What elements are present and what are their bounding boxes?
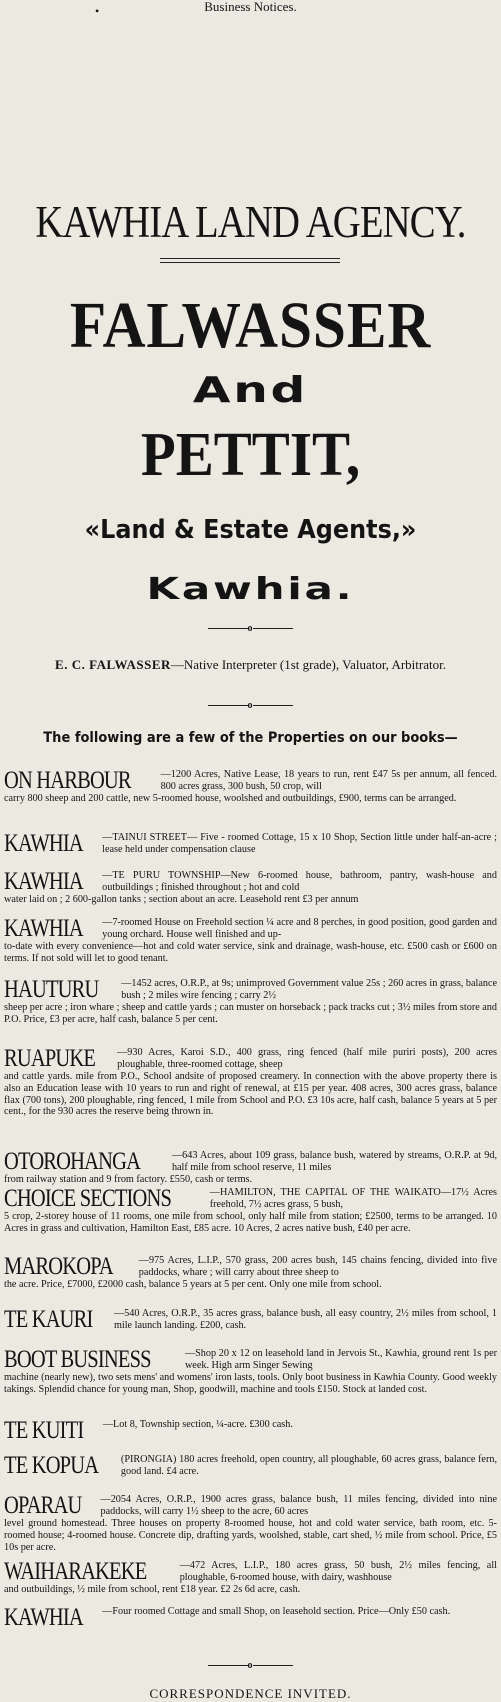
listing-place: KAWHIA <box>4 1604 83 1631</box>
listing-lead: —472 Acres, L.I.P., 180 acres grass, 50 bush, 2½ miles fencing, all ploughable, 6-roomed house, with dairy, washhouse <box>179 1560 497 1583</box>
listing-kawhia-te-puru <box>4 870 497 906</box>
listing-lead: —Lot 8, Township section, ¼-acre. £300 cash. <box>102 1419 293 1430</box>
listing-lead: —1452 acres, O.R.P., at 9s; unimproved Government value 25s ; 260 acres in grass, balance bush ; 2 miles wire fencing ; carry 2½ <box>121 978 497 1001</box>
closing-line: CORRESPONDENCE INVITED. <box>149 1686 352 1701</box>
listing-lead: —975 Acres, L.I.P., 570 grass, 200 acres bush, 145 chains fencing, divided into five paddocks, whare ; will carry about three sheep to <box>138 1255 497 1278</box>
listing-kawhia-freehold <box>4 917 497 965</box>
ornament-rule-2 <box>190 700 310 711</box>
listing-rest: the acre. Price, £7000, £2000 cash, balance 5 years at 5 per cent. Only one mile from school. <box>4 1279 382 1290</box>
listing-place: TE KUITI <box>4 1417 84 1444</box>
listing-ruapuke <box>4 1047 497 1118</box>
listing-te-kopua <box>4 1454 497 1478</box>
listing-place: MAROKOPA <box>4 1253 113 1280</box>
listing-place: BOOT BUSINESS <box>4 1346 151 1373</box>
listing-place: WAIHARAKEKE <box>4 1558 147 1585</box>
double-rule <box>160 258 340 263</box>
firm-name-1: FALWASSER <box>69 289 432 362</box>
listing-kawhia-cottage <box>4 1606 497 1630</box>
listing-otorohanga <box>4 1150 497 1186</box>
section-header: Business Notices. <box>204 0 297 14</box>
listing-kawhia-tainui <box>4 832 497 856</box>
right-ornament-icon: » <box>400 515 417 545</box>
listing-waiharakeke <box>4 1560 497 1596</box>
agents-line-text: Land & Estate Agents, <box>100 515 401 545</box>
listing-place: ON HARBOUR <box>4 767 131 794</box>
listing-lead: —7-roomed House on Freehold section ¼ acre and 8 perches, in good position, good garden and young orchard. House well finished and up- <box>102 917 497 940</box>
properties-intro: The following are a few of the Properties on our books— <box>43 730 458 746</box>
listing-place: KAWHIA <box>4 868 83 895</box>
listing-rest: and outbuildings, ½ mile from school, rent £18 year. £2 2s 6d acre, cash. <box>4 1584 301 1595</box>
listing-rest: level ground homestead. Three houses on property 8-roomed house, hot and cold water service, bath room, etc. 5-roomed house; 4-roomed house. Concrete dip, drafting yards, woolshed, stable, cart shed, ½ mile from school. Price, £5 10s per acre. <box>4 1518 497 1553</box>
listing-boot-business <box>4 1348 497 1396</box>
ornament-mark-3: o <box>247 1660 253 1671</box>
listing-rest: sheep per acre ; iron whare ; sheep and cattle yards ; can muster on horseback ; pack tracks cut ; 3½ miles from store and P.O. Price, £3 per acre, half cash, balance 5 per cent. <box>4 1002 497 1025</box>
listing-place: TE KOPUA <box>4 1452 99 1479</box>
listing-place: KAWHIA <box>4 915 83 942</box>
listing-lead: —1200 Acres, Native Lease, 18 years to run, rent £47 5s per annum, all fenced. 800 acres grass, 300 bush, 50 crop, will <box>160 769 497 792</box>
listing-rest: water laid on ; 2 600-gallon tanks ; section about an acre. Leasehold rent £3 per annum <box>4 894 359 905</box>
interpreter-line <box>0 657 501 673</box>
listing-lead: —2054 Acres, O.R.P., 1900 acres grass, balance bush, 11 miles fencing, divided into nine paddocks, will carry 1½ sheep to the acre, 60 acres <box>100 1494 497 1517</box>
listing-place: HAUTURU <box>4 976 99 1003</box>
listing-te-kuiti <box>4 1419 497 1443</box>
agency-title: KAWHIA LAND AGENCY. <box>35 197 466 247</box>
listing-lead: —540 Acres, O.R.P., 35 acres grass, balance bush, all easy country, 2½ miles from school, 1 mile launch landing. £200, cash. <box>113 1308 497 1331</box>
agents-line <box>20 515 481 545</box>
listing-marokopa <box>4 1255 497 1291</box>
listing-place: RUAPUKE <box>4 1045 96 1072</box>
listing-rest: carry 800 sheep and 200 cattle, new 5-roomed house, woolshed and outbuildings, £900, terms can be arranged. <box>4 793 457 804</box>
listing-lead: —TE PURU TOWNSHIP—New 6-roomed house, bathroom, pantry, wash-house and outbuildings ; finished throughout ; hot and cold <box>102 870 497 893</box>
listing-lead: —Shop 20 x 12 on leasehold land in Jervois St., Kawhia, ground rent 1s per week. High arm Singer Sewing <box>184 1348 497 1371</box>
listing-te-kauri <box>4 1308 497 1332</box>
firm-and: And <box>192 370 309 411</box>
listing-choice-sections <box>4 1187 497 1235</box>
listing-oparau <box>4 1494 497 1553</box>
listing-lead: —930 Acres, Karoi S.D., 400 grass, ring fenced (half mile puriri posts), 200 acres ploughable, three-roomed cottage, sheep <box>117 1047 497 1070</box>
listing-lead: —TAINUI STREET— Five - roomed Cottage, 15 x 10 Shop, Section little under half-an-acre ; lease held under compensation clause <box>102 832 497 855</box>
firm-name-2: PETTIT, <box>140 421 361 489</box>
listing-place: CHOICE SECTIONS <box>4 1185 172 1212</box>
listing-lead: —HAMILTON, THE CAPITAL OF THE WAIKATO—17½ Acres freehold, 7½ acres grass, 5 bush, <box>209 1187 497 1210</box>
listing-rest: and cattle yards. mile from P.O., School andsite of proposed creamery. In connection with the above property there is also an Education lease with 10 years to run and right of renewal, at £15 per year. 408 acres, 300 acres grass, balance flax (700 tons), 200 ploughable, ring fenced, 1 mile from School and P.O. £3 10s acre, half cash, balance 5 years at 5 per cent., for the 930 acres the reserve being thrown in. <box>4 1071 497 1118</box>
town-name: Kawhia. <box>146 572 355 607</box>
listing-lead: —Four roomed Cottage and small Shop, on leasehold section. Price—Only £50 cash. <box>102 1606 451 1617</box>
listing-rest: machine (nearly new), two sets mens' and womens' iron lasts, tools. Only boot business in Kawhia County. Good weekly takings. Splendid chance for young man, Shop, goodwill, machine and tools £150. Stock at landed cost. <box>4 1372 497 1395</box>
listing-place: OTOROHANGA <box>4 1148 141 1175</box>
ornament-rule-3 <box>190 1660 310 1671</box>
listing-place: KAWHIA <box>4 830 83 857</box>
print-speck: • <box>95 4 100 18</box>
ornament-mark-2: o <box>247 700 253 711</box>
listing-hauturu <box>4 978 497 1026</box>
left-ornament-icon: « <box>84 515 101 545</box>
ornament-rule <box>190 623 310 634</box>
interpreter-name: E. C. FALWASSER <box>55 657 171 672</box>
listing-place: OPARAU <box>4 1492 82 1519</box>
listing-on-harbour <box>4 769 497 805</box>
listing-rest: to-date with every convenience—hot and cold water service, sink and drainage, wash-house, etc. £500 cash or £600 on terms. If not sold will let to good tenant. <box>4 941 497 964</box>
listing-place: TE KAURI <box>4 1306 93 1333</box>
listing-rest: 5 crop, 2-storey house of 11 rooms, one mile from school, only half mile from station; £2500, terms to be arranged. 10 Acres in grass and cultivation, Hamilton East, £85 acre. 10 Acres, 2 acres native bush, £40 per acre. <box>4 1211 497 1234</box>
listing-rest: from railway station and 9 from factory. £550, cash or terms. <box>4 1174 253 1185</box>
listing-lead: (PIRONGIA) 180 acres freehold, open country, all ploughable, 60 acres grass, balance fern, good land. £4 acre. <box>120 1454 497 1477</box>
ornament-mark: o <box>247 623 253 634</box>
listing-lead: —643 Acres, about 109 grass, balance bush, watered by streams, O.R.P. at 9d, half mile from school reserve, 11 miles <box>171 1150 497 1173</box>
interpreter-text: —Native Interpreter (1st grade), Valuator, Arbitrator. <box>170 657 446 672</box>
